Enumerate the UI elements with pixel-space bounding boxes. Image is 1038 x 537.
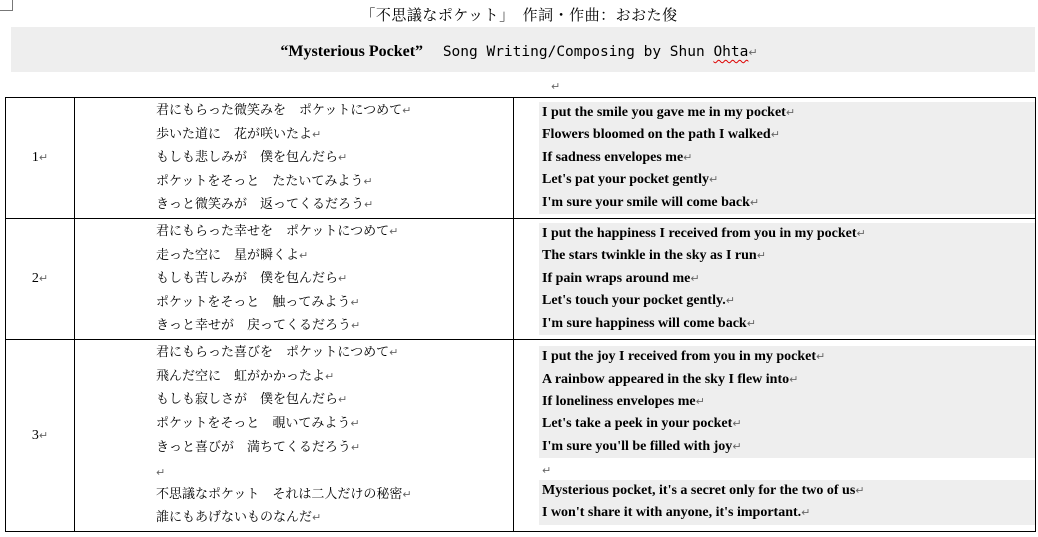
paragraph-mark-icon: ↵ bbox=[38, 272, 49, 285]
lyric-line-jp: もしも悲しみが 僕を包んだら↵ bbox=[156, 150, 348, 166]
lyric-line-en: The stars twinkle in the sky as I run↵ bbox=[542, 248, 766, 264]
lyric-line-jp: 君にもらった喜びを ポケットにつめて↵ bbox=[156, 345, 399, 361]
japanese-lyrics-cell bbox=[75, 219, 514, 340]
lyric-line-en: Let's pat your pocket gently↵ bbox=[542, 172, 719, 188]
english-lyrics-cell bbox=[514, 98, 1036, 219]
lyric-line-jp: ポケットをそっと 触ってみよう↵ bbox=[156, 294, 360, 310]
lyric-line-en: If loneliness envelopes me↵ bbox=[542, 393, 705, 409]
lyric-line-en: Let's take a peek in your pocket↵ bbox=[542, 416, 742, 432]
lyric-line-jp: もしも苦しみが 僕を包んだら↵ bbox=[156, 271, 348, 287]
lyric-line-en: I put the smile you gave me in my pocket↵ bbox=[542, 105, 796, 121]
blank-line: ↵ bbox=[542, 464, 552, 478]
lyric-line-en: I'm sure happiness will come back↵ bbox=[542, 315, 756, 331]
lyric-line-en: Let's touch your pocket gently.↵ bbox=[542, 293, 735, 309]
lyric-line-jp: 飛んだ空に 虹がかかったよ↵ bbox=[156, 368, 335, 384]
blank-line: ↵ bbox=[156, 466, 166, 480]
lyric-line-en: I put the happiness I received from you in my pocket↵ bbox=[542, 226, 866, 242]
english-lyrics-shading bbox=[539, 102, 1035, 214]
verse-number-cell bbox=[6, 340, 75, 532]
english-lyrics-cell bbox=[514, 340, 1036, 532]
paragraph-mark-icon: ↵ bbox=[748, 46, 758, 59]
paragraph-mark-icon: ↵ bbox=[551, 80, 561, 93]
lyric-line-en: If pain wraps around me↵ bbox=[542, 270, 700, 286]
lyric-line-jp: 歩いた道に 花が咲いたよ↵ bbox=[156, 126, 322, 142]
page-title-japanese: 「不思議なポケット」 作詞・作曲：おおた俊 bbox=[360, 6, 678, 24]
lyric-line-en: I'm sure your smile will come back↵ bbox=[542, 194, 760, 210]
lyric-line-jp: ポケットをそっと たたいてみよう↵ bbox=[156, 173, 373, 189]
lyric-line-en: Mysterious pocket, it's a secret only for the two of us↵ bbox=[542, 483, 865, 499]
lyric-line-en: I won't share it with anyone, it's important.↵ bbox=[542, 505, 811, 521]
japanese-lyrics-cell bbox=[75, 98, 514, 219]
lyric-line-en: Flowers bloomed on the path I walked↵ bbox=[542, 127, 780, 143]
english-lyrics-shading bbox=[539, 223, 1035, 335]
lyric-line-jp: きっと幸せが 戻ってくるだろう↵ bbox=[156, 318, 361, 334]
song-title-english: “Mysterious Pocket” bbox=[280, 43, 424, 60]
lyric-line-en: I'm sure you'll be filled with joy↵ bbox=[542, 438, 742, 454]
lyric-line-en: A rainbow appeared in the sky I flew into↵ bbox=[542, 371, 799, 387]
lyrics-table bbox=[5, 97, 1036, 532]
english-lyrics-cell bbox=[514, 219, 1036, 340]
lyric-line-jp: 走った空に 星が瞬くよ↵ bbox=[156, 247, 309, 263]
verse-number-cell bbox=[6, 219, 75, 340]
lyric-line-jp: 君にもらった微笑みを ポケットにつめて↵ bbox=[156, 103, 412, 119]
verse-row bbox=[6, 98, 1036, 219]
lyric-line-jp: 誰にもあげないものなんだ↵ bbox=[156, 510, 322, 526]
english-lyrics-shading bbox=[539, 346, 1035, 458]
lyric-line-en: I put the joy I received from you in my pocket↵ bbox=[542, 349, 826, 365]
page-title-english bbox=[0, 40, 1038, 61]
english-blank-area bbox=[539, 458, 1035, 480]
lyric-line-en: If sadness envelopes me↵ bbox=[542, 149, 693, 165]
lyric-line-jp: きっと微笑みが 返ってくるだろう↵ bbox=[156, 197, 374, 213]
verse-row bbox=[6, 340, 1036, 532]
verse-number: 1 bbox=[31, 150, 39, 165]
lyric-line-jp: 君にもらった幸せを ポケットにつめて↵ bbox=[156, 224, 399, 240]
lyric-line-jp: ポケットをそっと 覗いてみよう↵ bbox=[156, 415, 360, 431]
lyric-line-jp: もしも寂しさが 僕を包んだら↵ bbox=[156, 392, 348, 408]
english-outro-shading bbox=[539, 480, 1035, 525]
author-name: Ohta bbox=[713, 44, 749, 60]
lyric-line-jp: 不思議なポケット それは二人だけの秘密↵ bbox=[156, 486, 412, 502]
verse-row bbox=[6, 219, 1036, 340]
verse-number: 3 bbox=[31, 427, 39, 443]
japanese-lyrics-cell bbox=[75, 340, 514, 532]
verse-number: 2 bbox=[31, 271, 39, 286]
verse-number-cell bbox=[6, 98, 75, 219]
lyric-line-jp: きっと喜びが 満ちてくるだろう↵ bbox=[156, 439, 361, 455]
paragraph-mark-icon: ↵ bbox=[38, 428, 49, 442]
credit-line: Song Writing/Composing by Shun Ohta bbox=[442, 44, 749, 60]
paragraph-mark-icon: ↵ bbox=[38, 151, 49, 164]
